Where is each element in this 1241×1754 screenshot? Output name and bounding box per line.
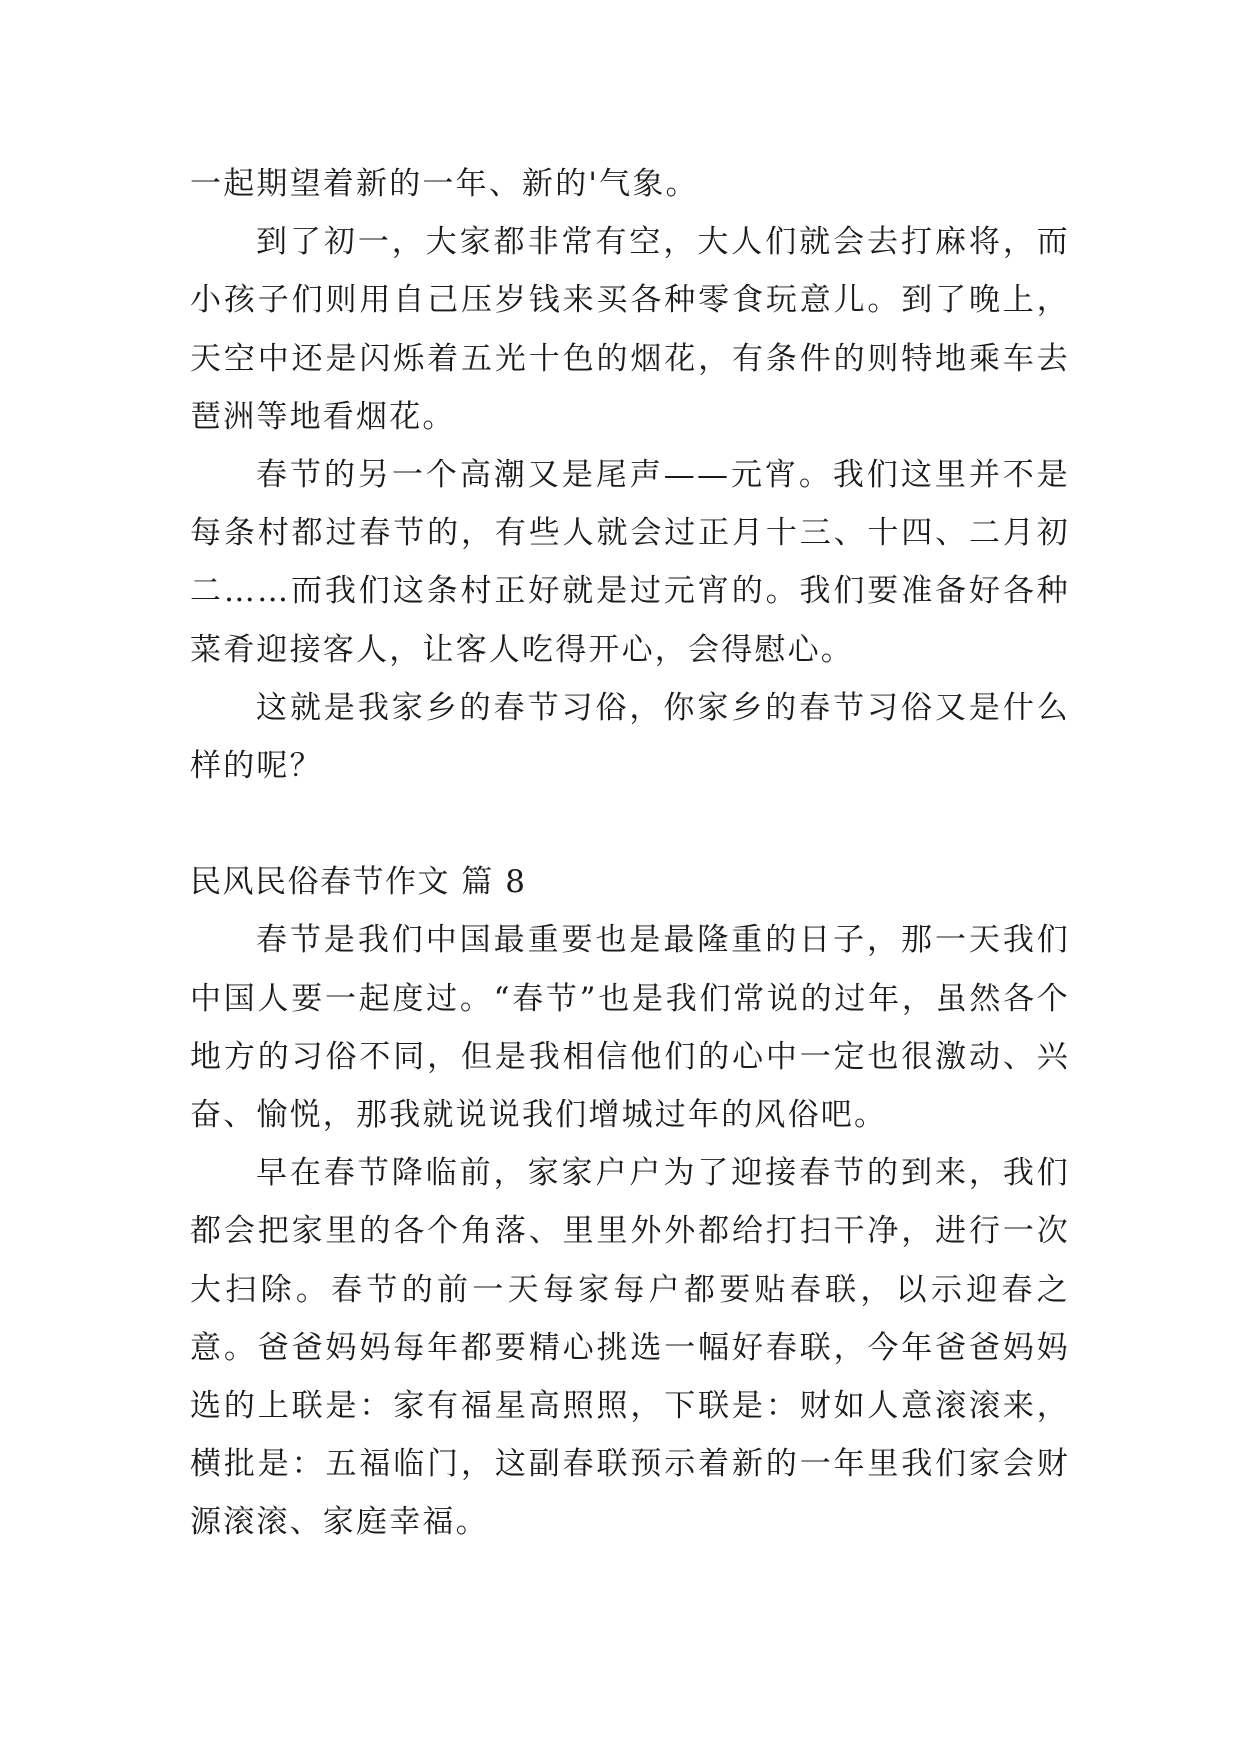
paragraph-lantern-festival: 春节的另一个高潮又是尾声——元宵。我们这里并不是每条村都过春节的，有些人就会过正月十三、十四、二月初二……而我们这条村正好就是过元宵的。我们要准备好各种菜肴迎接客人，让客人吃得开心，会得慰心。: [190, 457, 1070, 668]
paragraph-cleaning-couplets: 早在春节降临前，家家户户为了迎接春节的到来，我们都会把家里的各个角落、里里外外都给打扫干净，进行一次大扫除。春节的前一天每家每户都要贴春联，以示迎春之意。爸爸妈妈每年都要精心挑选一幅好春联，今年爸爸妈妈选的上联是：家有福星高照照，下联是：财如人意滚滚来，横批是：五福临门，这副春联预示着新的一年里我们家会财源滚滚、家庭幸福。: [190, 1155, 1070, 1541]
paragraph-new-year-day: 到了初一，大家都非常有空，大人们就会去打麻将，而小孩子们则用自己压岁钱来买各种零食玩意儿。到了晚上，天空中还是闪烁着五光十色的烟花，有条件的则特地乘车去琶洲等地看烟花。: [190, 224, 1070, 435]
blank-line: [190, 795, 1070, 853]
paragraph-closing-question: 这就是我家乡的春节习俗，你家乡的春节习俗又是什么样的呢？: [190, 689, 1070, 785]
paragraph-continued: 一起期望着新的一年、新的'气象。: [190, 166, 699, 202]
document-body: [190, 155, 1070, 1552]
essay-heading: 民风民俗春节作文 篇 8: [190, 864, 527, 901]
paragraph-spring-festival-intro: 春节是我们中国最重要也是最隆重的日子，那一天我们中国人要一起度过。“春节”也是我们常说的过年，虽然各个地方的习俗不同，但是我相信他们的心中一定也很激动、兴奋、愉悦，那我就说说我们增城过年的风俗吧。: [190, 922, 1070, 1134]
